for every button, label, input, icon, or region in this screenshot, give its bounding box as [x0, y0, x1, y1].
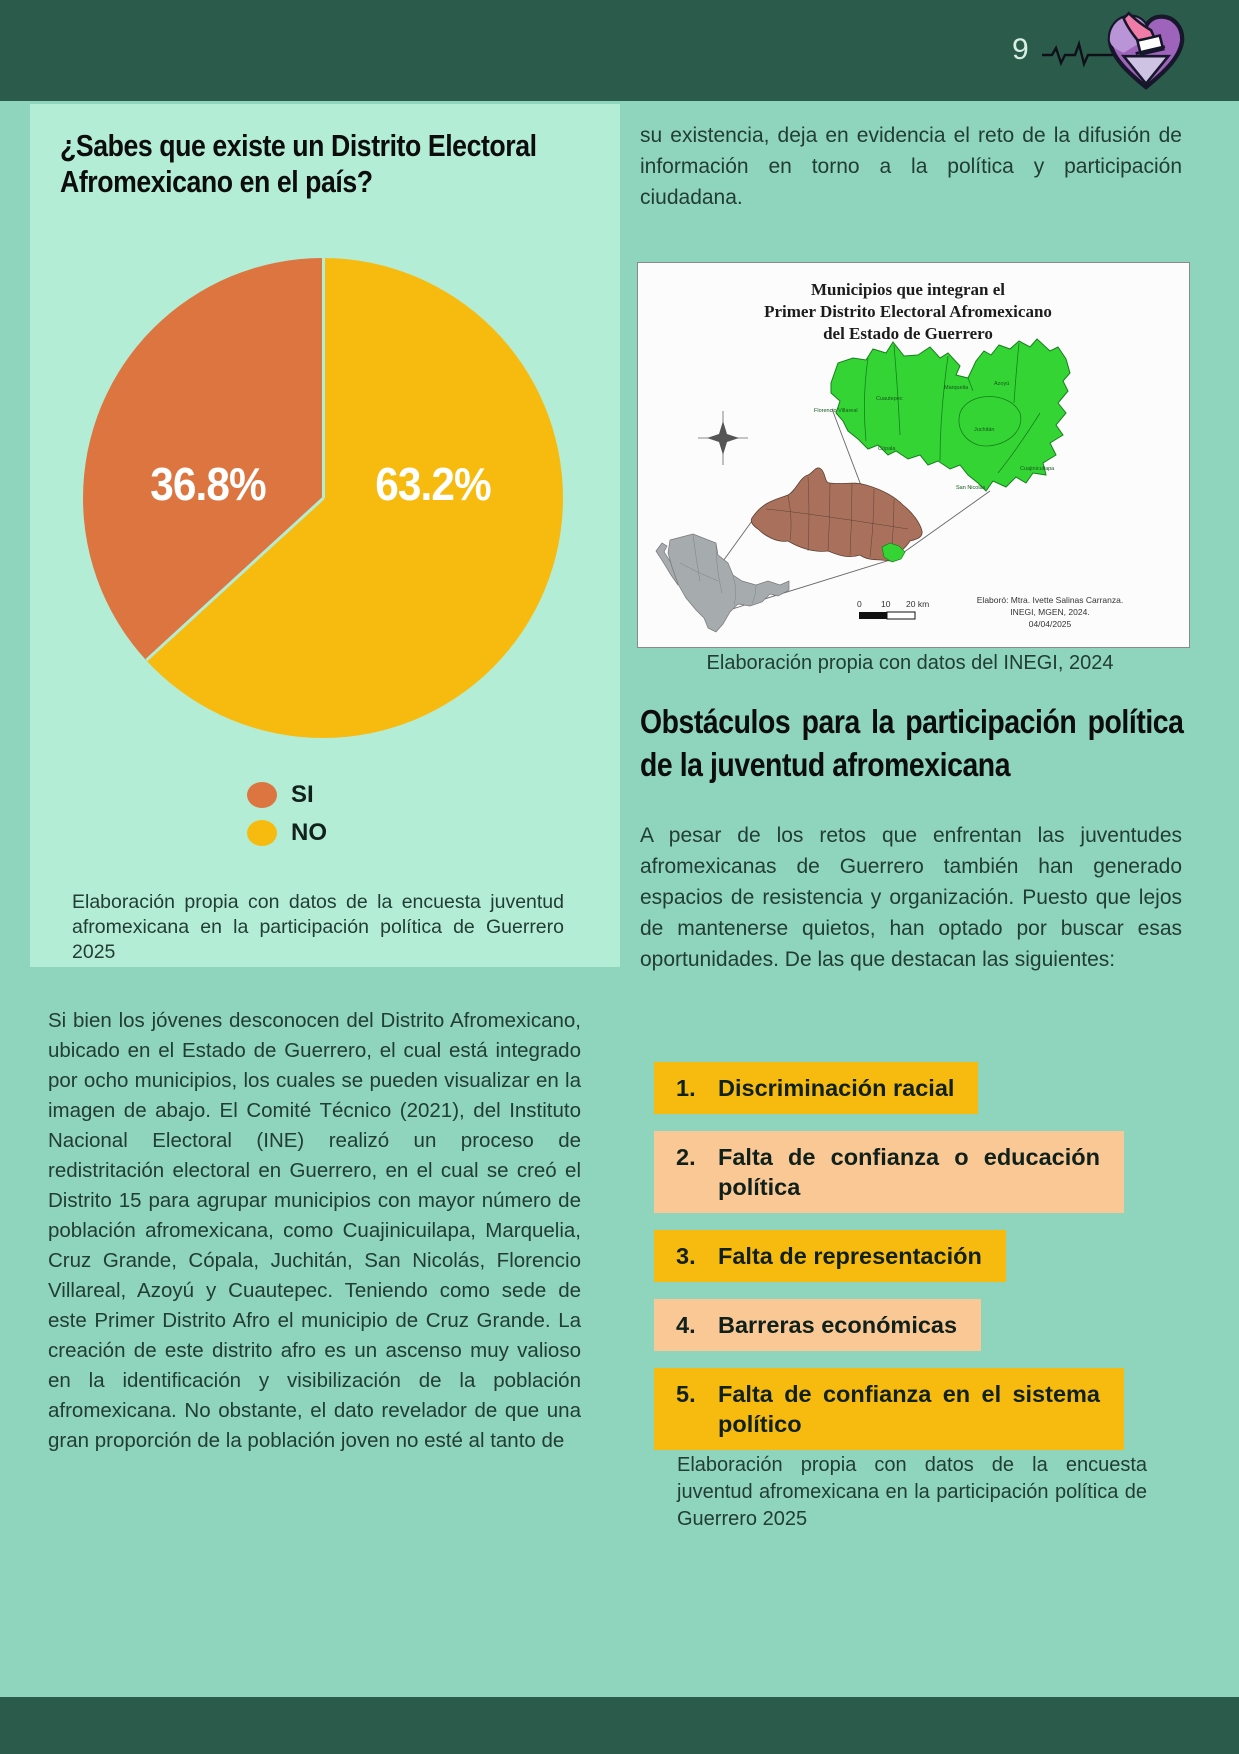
muni-label-cuautepec: Cuautepec — [876, 396, 903, 402]
scale-label-0: 0 — [857, 599, 862, 609]
ballot-heart-logo — [1103, 8, 1189, 94]
muni-label-juchitan: Juchitán — [974, 427, 995, 433]
map-caption: Elaboración propia con datos del INEGI, 2024 — [706, 652, 1114, 674]
district-shape — [814, 339, 1070, 491]
obstacle-number: 1. — [676, 1075, 696, 1101]
obstacle-item — [654, 1131, 1124, 1213]
obstacle-number: 2. — [676, 1144, 696, 1170]
map-title-line1: Municipios que integran el — [810, 280, 1006, 299]
guerrero-shape — [751, 468, 922, 562]
legend-row-no — [247, 814, 327, 852]
page-number: 9 — [1012, 33, 1029, 66]
compass-icon — [698, 411, 748, 465]
legend-swatch-si — [247, 782, 277, 808]
obstacle-item — [654, 1299, 981, 1351]
map-credit-line1: Elaboró: Mtra. Ivette Salinas Carranza. — [976, 595, 1124, 605]
muni-label-san-nicolas: San Nicolás — [956, 485, 986, 491]
legend-swatch-no — [247, 820, 277, 846]
scale-bar — [857, 599, 929, 619]
obstacle-number: 4. — [676, 1312, 696, 1338]
pie-slice-label-si: 36.8% — [150, 457, 266, 510]
body-paragraph-right: A pesar de los retos que enfrentan las juventudes afromexicanas de Guerrero también han generado espacios de resistencia y organización. Puesto que lejos de mantenerse quietos, han optado por buscar esas oportunidades. De las que destacan las siguientes: — [640, 824, 1182, 971]
muni-label-marquelia: Marquelia — [944, 385, 969, 391]
obstacle-text: Barreras económicas — [718, 1312, 958, 1338]
legend-row-si — [247, 776, 327, 814]
obstacle-text: Discriminación racial — [718, 1075, 955, 1101]
map-credit-line2: INEGI, MGEN, 2024. — [1010, 607, 1090, 617]
obstacle-text: Falta de confianza en el sistema político — [718, 1381, 1100, 1437]
obstacle-text: Falta de confianza o educación política — [718, 1144, 1100, 1200]
obstacle-item — [654, 1062, 978, 1114]
muni-label-cuajinicuilapa: Cuajinicuilapa — [1020, 466, 1055, 472]
header-band — [0, 0, 1239, 101]
pie-card-caption: Elaboración propia con datos de la encuesta juventud afromexicana en la participación política de Guerrero 2025 — [72, 891, 564, 963]
muni-label-florencio: Florencio Villareal — [814, 408, 858, 414]
legend-label-no: NO — [291, 819, 327, 846]
pie-slice-divider — [322, 258, 325, 498]
footer-band — [0, 1697, 1239, 1754]
muni-label-copala: Cópala — [878, 446, 896, 452]
obstacle-number: 3. — [676, 1243, 696, 1269]
scale-label-20: 20 km — [906, 599, 930, 609]
map-figure — [637, 262, 1190, 648]
obstacle-item — [654, 1368, 1124, 1450]
body-paragraph-left: Si bien los jóvenes desconocen del Distrito Afromexicano, ubicado en el Estado de Guerrero, el cual está integrado por ocho municipios, los cuales se pueden visualizar en la imagen de abajo. El Comité Técnico (2021), del Instituto Nacional Electoral (INE) realizó un proceso de redistritación electoral en Guerrero, en el cual se creó el Distrito 15 para agrupar municipios con mayor número de población afromexicana, como Cuajinicuilapa, Marquelia, Cruz Grande, Cópala, Juchitán, San Nicolás, Florencio Villareal, Azoyú y Cuautepec. Teniendo como sede de este Primer Distrito Afro el municipio de Cruz Grande. La creación de este distrito afro es un ascenso muy valioso en la identificación y visibilización de la población afromexicana. No obstante, el dato revelador de que una gran proporción de la población joven no esté al tanto de — [48, 1009, 581, 1452]
map-title-line3: del Estado de Guerrero — [823, 324, 993, 343]
obstacles-caption: Elaboración propia con datos de la encuesta juventud afromexicana en la participación política de Guerrero 2025 — [677, 1454, 1147, 1530]
legend-label-si: SI — [291, 781, 314, 808]
pie-slice-label-no: 63.2% — [375, 457, 492, 510]
obstacle-text: Falta de representación — [718, 1243, 982, 1269]
mexico-shape — [656, 534, 789, 632]
guerrero-district-map — [638, 263, 1189, 647]
obstacle-item — [654, 1230, 1006, 1282]
obstacles-heading: Obstáculos para la participación política de la juventud afromexicana — [640, 703, 1184, 783]
body-paragraph-intro: su existencia, deja en evidencia el reto de la difusión de información en torno a la política y participación ciudadana. — [640, 124, 1182, 209]
map-title-line2: Primer Distrito Electoral Afromexicano — [764, 302, 1052, 321]
pie-chart-card — [30, 104, 620, 967]
pie-chart — [83, 258, 563, 738]
scale-label-10: 10 — [881, 599, 891, 609]
obstacles-list — [654, 1062, 1124, 1467]
map-credit-line3: 04/04/2025 — [1028, 619, 1072, 629]
pie-legend — [247, 776, 327, 852]
map-credit — [977, 595, 1123, 629]
obstacle-number: 5. — [676, 1381, 696, 1407]
pie-card-title: ¿Sabes que existe un Distrito Electoral Afromexicano en el país? — [60, 128, 537, 199]
muni-label-azoyu: Azoyú — [994, 381, 1010, 387]
